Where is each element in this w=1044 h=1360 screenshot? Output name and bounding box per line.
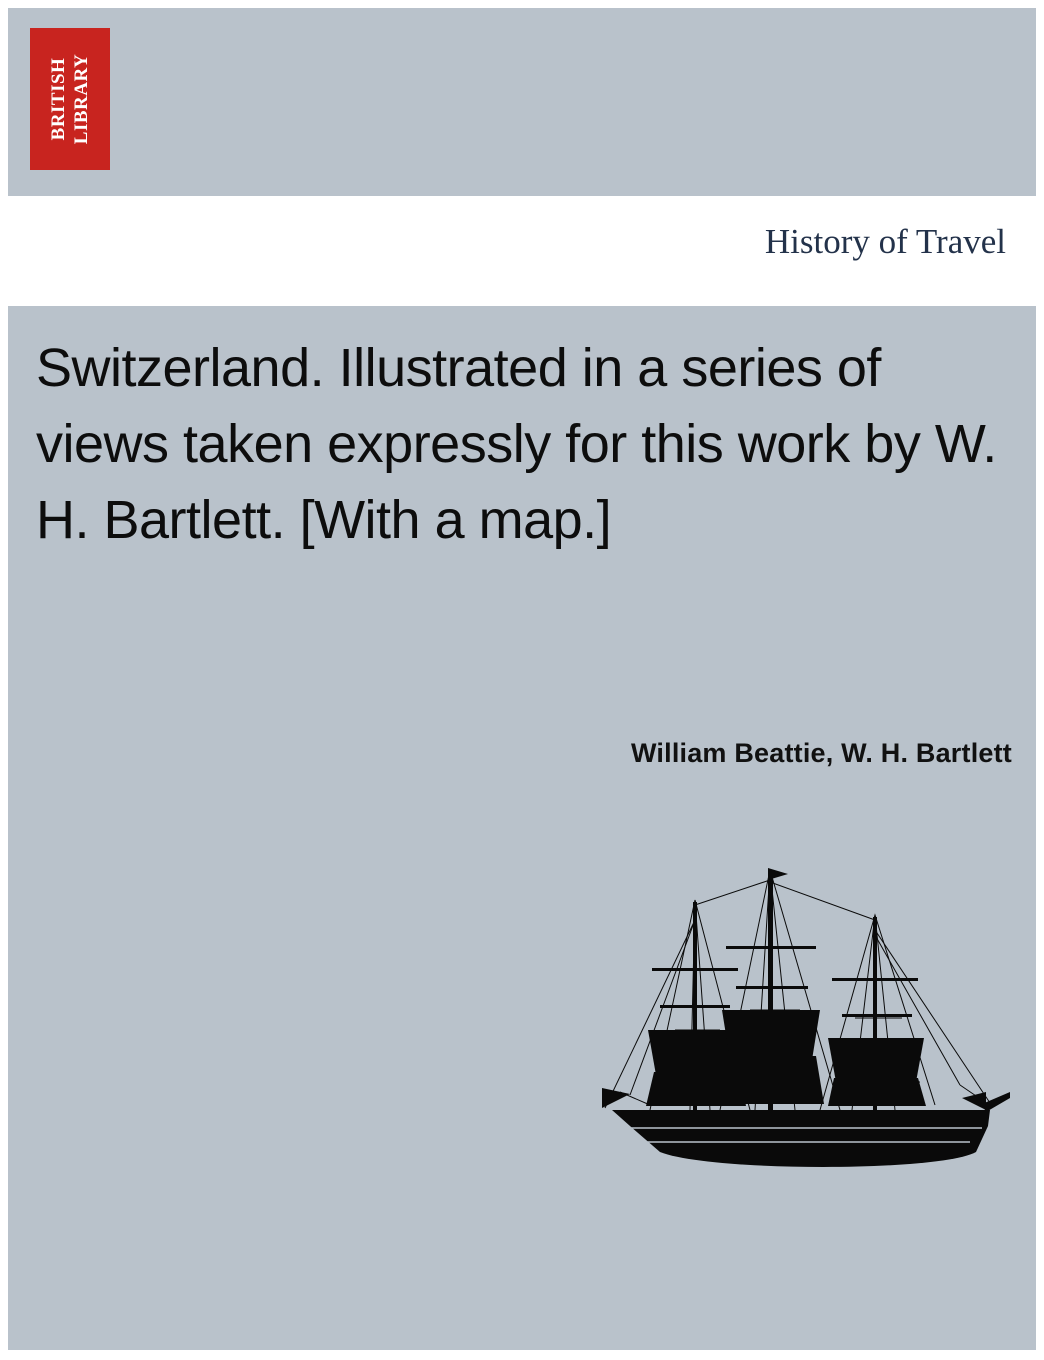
british-library-logo (30, 28, 110, 170)
category-label: History of Travel (764, 222, 1006, 261)
page-margin-top (0, 0, 1044, 8)
page-margin-right (1036, 0, 1044, 1360)
category-band (8, 196, 1036, 306)
logo-line-british: BRITISH (48, 57, 69, 141)
page-title: Switzerland. Illustrated in a series of views taken expressly for this work by W. H. Bartlett. [With a map.] (36, 338, 997, 550)
sailing-ship-illustration (590, 860, 1010, 1180)
page-margin-bottom (0, 1350, 1044, 1360)
author-names: William Beattie, W. H. Bartlett (630, 738, 1012, 768)
logo-line-library: LIBRARY (71, 53, 92, 145)
page-margin-left (0, 0, 8, 1360)
